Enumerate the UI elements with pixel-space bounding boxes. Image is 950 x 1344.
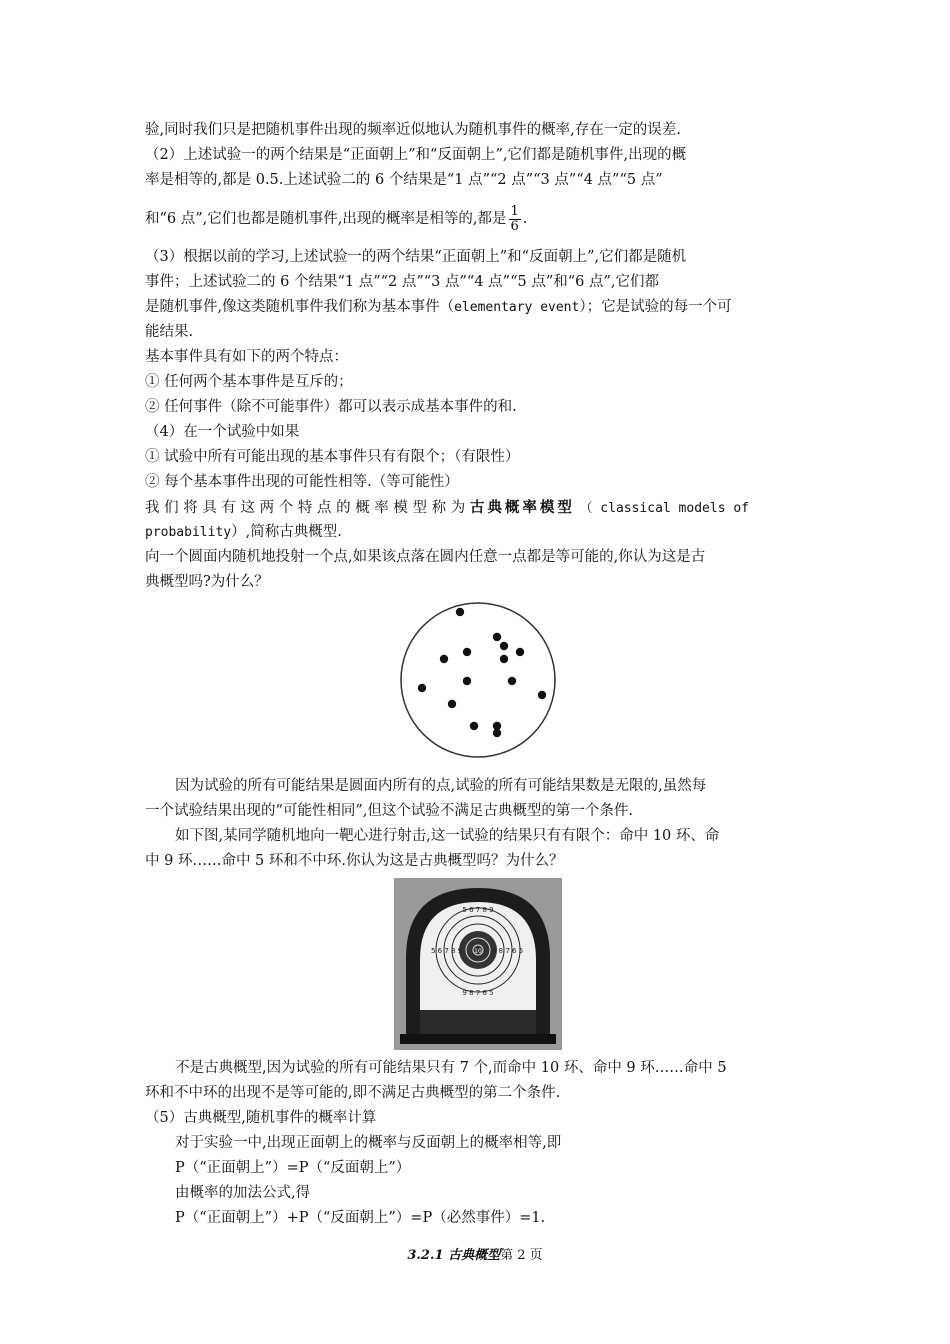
point bbox=[499, 642, 507, 650]
text-line: 对于实验一中,出现正面朝上的概率与反面朝上的概率相等,即 bbox=[175, 1135, 562, 1151]
text-line bbox=[145, 520, 810, 545]
document-body bbox=[145, 118, 810, 1231]
text-line: 中 9 环……命中 5 环和不中环.你认为这是古典概型吗？为什么？ bbox=[145, 853, 564, 869]
target-bottom-labels: 9 8 7 6 5 bbox=[461, 989, 494, 997]
point bbox=[499, 655, 507, 663]
text-line: 向一个圆面内随机地投射一个点,如果该点落在圆内任意一点都是等可能的,你认为这是古 bbox=[145, 549, 706, 565]
term-probability-en: probability bbox=[145, 525, 232, 540]
point bbox=[447, 700, 455, 708]
random-points-circle bbox=[393, 600, 563, 760]
random-points bbox=[417, 608, 545, 737]
target-right-labels: 9 8 7 6 5 bbox=[491, 947, 523, 955]
point bbox=[462, 677, 470, 685]
text-line: 环和不中环的出现不是等可能的,即不满足古典概型的第二个条件. bbox=[145, 1085, 561, 1101]
target-stand bbox=[400, 1034, 556, 1044]
point bbox=[417, 684, 425, 692]
target-left-labels: 5 6 7 8 9 bbox=[430, 947, 462, 955]
text-line: 事件；上述试验二的 6 个结果“1 点”“2 点”“3 点”“4 点”“5 点”和“6 点”,它们都 bbox=[145, 274, 660, 290]
text-line: ① 任何两个基本事件是互斥的； bbox=[145, 374, 353, 390]
target-top-labels: 5 6 7 8 9 bbox=[461, 906, 494, 914]
text-line bbox=[145, 495, 810, 520]
text-line: （2）上述试验一的两个结果是“正面朝上”和“反面朝上”,它们都是随机事件,出现的概 bbox=[145, 147, 687, 163]
text-line: 一个试验结果出现的“可能性相同”,但这个试验不满足古典概型的第一个条件. bbox=[145, 803, 634, 819]
text-line: ① 试验中所有可能出现的基本事件只有有限个；（有限性） bbox=[145, 449, 520, 465]
target-base bbox=[420, 1010, 536, 1034]
text-line: ② 每个基本事件出现的可能性相等.（等可能性） bbox=[145, 474, 459, 490]
text-line-with-fraction bbox=[145, 193, 810, 245]
text-segment: ）；它是试验的每一个可 bbox=[579, 299, 732, 315]
term-elementary-event: elementary event bbox=[454, 300, 580, 315]
formula-line: P（“正面朝上”）+P（“反面朝上”）=P（必然事件）=1. bbox=[175, 1210, 546, 1226]
footer-section-title: 3.2.1 古典概型 bbox=[407, 1248, 501, 1263]
circle-figure bbox=[145, 600, 810, 760]
fraction-numerator: 1 bbox=[510, 203, 519, 219]
point bbox=[537, 691, 545, 699]
point bbox=[455, 608, 463, 616]
text-line bbox=[145, 295, 810, 320]
text-line: 如下图,某同学随机地向一靶心进行射击,这一试验的结果只有有限个：命中 10 环、命 bbox=[175, 828, 720, 844]
text-line: ② 任何事件（除不可能事件）都可以表示成基本事件的和. bbox=[145, 399, 517, 415]
text-segment: ）,简称古典概型. bbox=[231, 524, 342, 540]
text-line: （4）在一个试验中如果 bbox=[145, 424, 300, 440]
point bbox=[462, 648, 470, 656]
text-line: 不是古典概型,因为试验的所有可能结果只有 7 个,而命中 10 环、命中 9 环……命中 5 bbox=[175, 1060, 727, 1076]
target-figure bbox=[145, 878, 810, 1050]
text-line: 因为试验的所有可能结果是圆面内所有的点,试验的所有可能结果数是无限的,虽然每 bbox=[175, 778, 707, 794]
point bbox=[492, 729, 500, 737]
point bbox=[439, 655, 447, 663]
shooting-target-photo bbox=[394, 878, 562, 1050]
page-footer bbox=[0, 1244, 950, 1263]
point bbox=[469, 722, 477, 730]
text-segment: 和“6 点”,它们也都是随机事件,出现的概率是相等的,都是 bbox=[145, 211, 507, 227]
point bbox=[492, 633, 500, 641]
text-line: 率是相等的,都是 0.5.上述试验二的 6 个结果是“1 点”“2 点”“3 点”“4 点”“5 点” bbox=[145, 172, 663, 188]
fraction-one-sixth bbox=[509, 205, 521, 234]
text-segment: . bbox=[522, 211, 528, 227]
circle-outline bbox=[401, 603, 555, 757]
footer-page-number: 第 2 页 bbox=[500, 1248, 543, 1263]
text-line: （3）根据以前的学习,上述试验一的两个结果“正面朝上”和“反面朝上”,它们都是随机 bbox=[145, 249, 687, 265]
text-line: 典概型吗?为什么？ bbox=[145, 574, 269, 590]
point bbox=[515, 648, 523, 656]
text-line: 基本事件具有如下的两个特点： bbox=[145, 349, 348, 365]
fraction-denominator: 6 bbox=[510, 218, 519, 234]
text-segment: 是随机事件,像这类随机事件我们称为基本事件（ bbox=[145, 299, 455, 315]
term-classical-model: 古典概率模型 bbox=[469, 499, 575, 516]
text-line: 能结果. bbox=[145, 324, 194, 340]
term-classical-models-en: （ classical models of bbox=[579, 501, 750, 516]
target-center-label: 10 bbox=[473, 948, 482, 955]
formula-line: P（“正面朝上”）=P（“反面朝上”） bbox=[175, 1160, 411, 1176]
text-line: 验,同时我们只是把随机事件出现的频率近似地认为随机事件的概率,存在一定的误差. bbox=[145, 122, 681, 138]
point bbox=[507, 677, 515, 685]
text-line: （5）古典概型,随机事件的概率计算 bbox=[145, 1110, 377, 1126]
text-segment: 我 们 将 具 有 这 两 个 特 点 的 概 率 模 型 称 为 bbox=[145, 500, 466, 516]
text-line: 由概率的加法公式,得 bbox=[175, 1185, 311, 1201]
